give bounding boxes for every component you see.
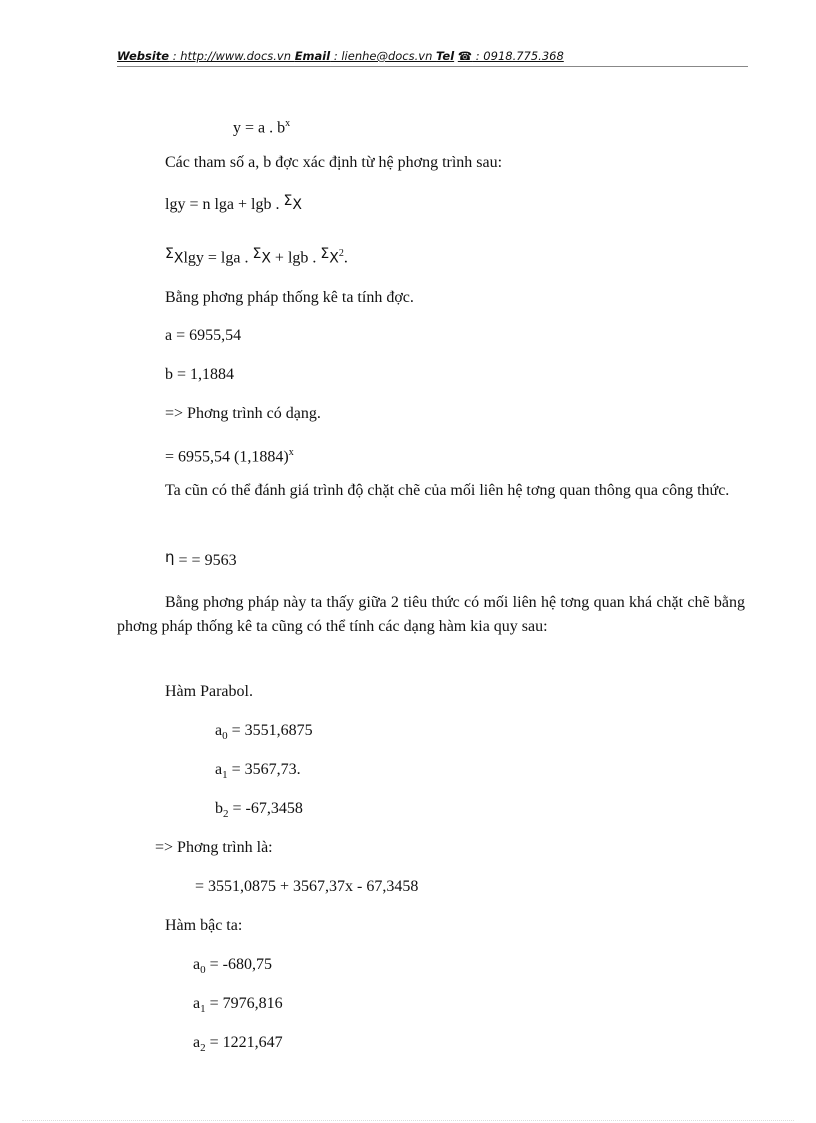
email-link[interactable]: : lienhe@docs.vn <box>330 49 437 63</box>
website-link[interactable]: : http://www.docs.vn <box>169 49 295 63</box>
header-divider <box>117 66 748 67</box>
tel-label: Tel <box>436 49 455 63</box>
param-intro: Các tham số a, b đợc xác định từ hệ phơng trình sau: <box>165 154 503 171</box>
paragraph-correlation: Ta cũn có thể đánh giá trình độ chặt chẽ của mối liên hệ tơng quan thông qua công thức. <box>165 482 730 499</box>
parabol-a1: $a_1 = 3567,73$. <box>215 761 301 782</box>
cubic-a2: $a_2 = 1221,647$ <box>193 1034 283 1055</box>
tel-value: : 0918.775.368 <box>472 49 564 63</box>
equation-y: y = a . $b^x$ <box>233 118 291 137</box>
parabol-equation-label: => Phơng trình là: <box>155 839 273 856</box>
footer-divider <box>22 1120 794 1121</box>
cubic-a0: $a_0 = -680,75$ <box>193 956 272 977</box>
equation-result: = 6955,54 $(1,1884)^x$ <box>165 447 294 466</box>
equation-form: => Phơng trình có dạng. <box>165 405 321 422</box>
email-label: Email <box>294 49 331 63</box>
parabol-b2: $b_2 = -67,3458$ <box>215 800 303 821</box>
parabol-a0: $a_0 = 3551,6875$ <box>215 722 313 743</box>
page-header <box>117 49 748 63</box>
parabol-equation: = 3551,0875 + 3567,37x - 67,3458 <box>195 878 419 895</box>
phone-icon: ☎ <box>457 49 473 63</box>
b-value: b = 1,1884 <box>165 366 235 383</box>
paragraph-method: Bằng phơng pháp này ta thấy giữa 2 tiêu thức có mối liên hệ tơng quan khá chặt chẽ bằng phơng pháp thống kê ta cũng có thể tính các dạng hàm kia quy sau: <box>117 594 745 635</box>
equation-sum-lgy: ΣXlgy = lga . ΣX + lgb . $\Sigma X^2$. <box>165 246 348 267</box>
equation-lgy: lgy = n lga + lgb . ΣX <box>165 193 302 213</box>
cubic-a1: $a_1 = 7976,816$ <box>193 995 283 1016</box>
eta-equation: η = = 9563 <box>165 548 237 569</box>
a-value: a = 6955,54 <box>165 327 242 344</box>
parabol-title: Hàm Parabol. <box>165 683 253 700</box>
website-label: Website <box>117 49 170 63</box>
stat-method: Bằng phơng pháp thống kê ta tính đợc. <box>165 289 414 306</box>
cubic-title: Hàm bậc ta: <box>165 917 243 934</box>
